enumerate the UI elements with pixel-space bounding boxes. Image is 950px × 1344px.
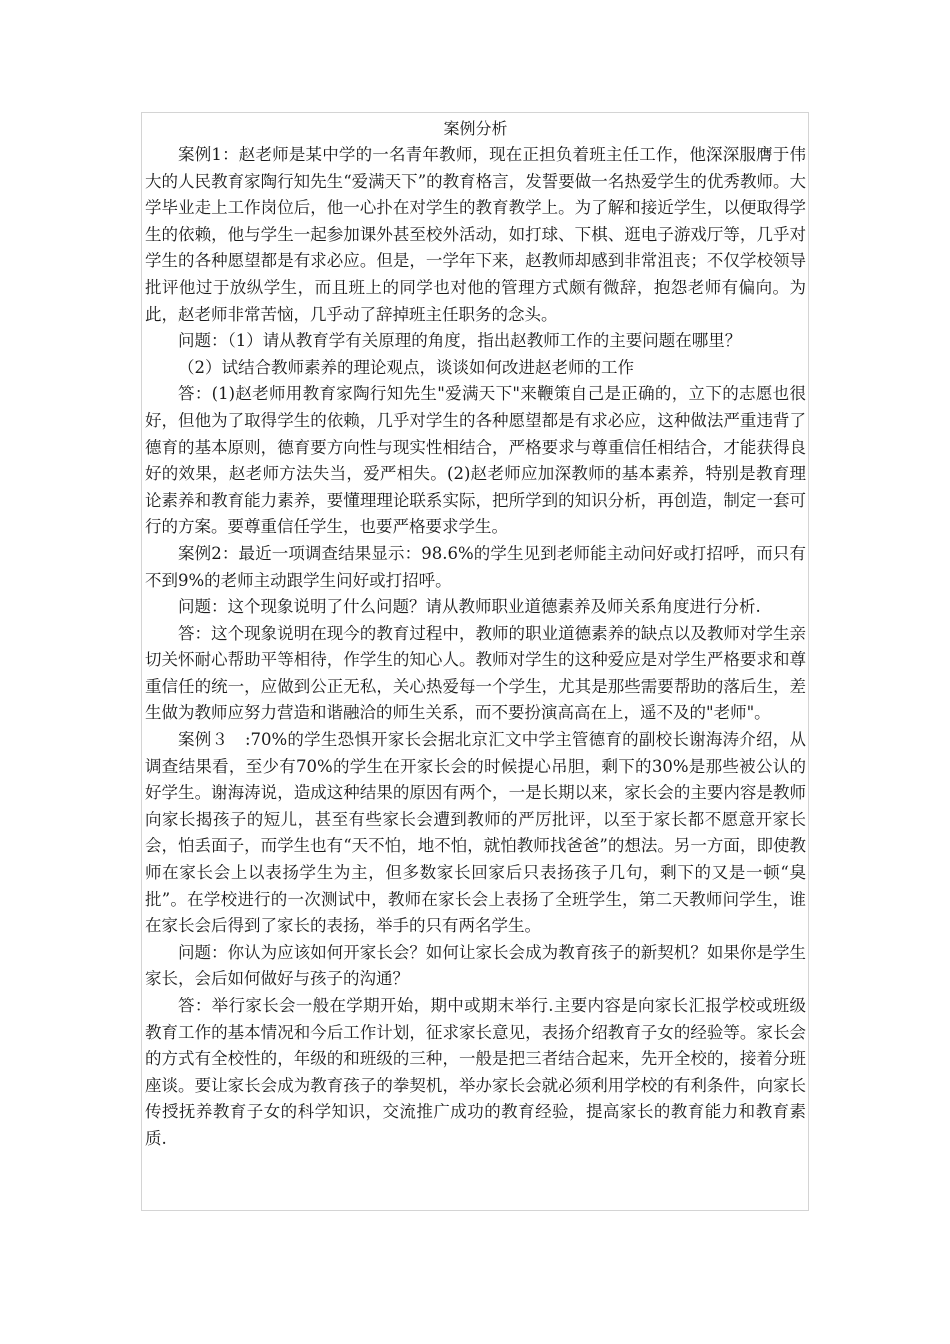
case1-answer: 答：(1)赵老师用教育家陶行知先生"爱满天下"来鞭策自己是正确的，立下的志愿也很好，但他为了取得学生的依赖，几乎对学生的各种愿望都是有求必应，这种做法严重违背了德育的基本原则，德育要方向性与现实性相结合，严格要求与尊重信任相结合，才能获得良好的效果，赵老师方法失当，爱严相失。(2)赵老师应加深教师的基本素养，特别是教育理论素养和教育能力素养，要懂理理论联系实际，把所学到的知识分析，再创造，制定一套可行的方案。要尊重信任学生，也要严格要求学生。 [145, 384, 806, 537]
case1-paragraph: 案例1：赵老师是某中学的一名青年教师，现在正担负着班主任工作，他深深服膺于伟大的人民教育家陶行知先生“爱满天下”的教育格言，发誓要做一名热爱学生的优秀教师。大学毕业走上工作岗位后，他一心扑在对学生的教育教学上。为了解和接近学生，以便取得学生的依赖，他与学生一起参加课外甚至校外活动，如打球、下棋、逛电子游戏厅等，几乎对学生的各种愿望都是有求必应。但是，一学年下来，赵教师却感到非常沮丧；不仅学校领导批评他过于放纵学生，而且班上的同学也对他的管理方式颇有微辞，抱怨老师有偏向。为此，赵老师非常苦恼，几乎动了辞掉班主任职务的念头。 [145, 145, 806, 324]
case3-question: 问题：你认为应该如何开家长会？如何让家长会成为教育孩子的新契机？如果你是学生家长，会后如何做好与孩子的沟通？ [145, 942, 806, 989]
case2-answer: 答：这个现象说明在现今的教育过程中，教师的职业道德素养的缺点以及教师对学生亲切关怀耐心帮助平等相待，作学生的知心人。教师对学生的这种爱应是对学生严格要求和尊重信任的统一，应做到公正无私，关心热爱每一个学生，尤其是那些需要帮助的落后生，差生做为教师应努力营造和谐融洽的师生关系，而不要扮演高高在上，遥不及的"老师"。 [145, 623, 806, 723]
case3-answer: 答：举行家长会一般在学期开始，期中或期末举行.主要内容是向家长汇报学校或班级教育工作的基本情况和今后工作计划，征求家长意见，表扬介绍教育子女的经验等。家长会的方式有全校性的，年级的和班级的三种，一般是把三者结合起来，先开全校的，接着分班座谈。要让家长会成为教育孩子的拳契机，举办家长会就必须利用学校的有利条件，向家长传授抚养教育子女的科学知识，交流推广成功的教育经验，提高家长的教育能力和教育素质. [145, 996, 806, 1148]
case2-paragraph: 案例2：最近一项调查结果显示：98.6%的学生见到老师能主动问好或打招呼，而只有不到9%的老师主动跟学生问好或打招呼。 [145, 543, 806, 590]
case3-paragraph: 案例３ :70%的学生恐惧开家长会据北京汇文中学主管德育的副校长谢海涛介绍，从调查结果看，至少有70%的学生在开家长会的时候提心吊胆，剩下的30%是那些被公认的好学生。谢海涛说，造成这种结果的原因有两个，一是长期以来，家长会的主要内容是教师向家长揭孩子的短儿，甚至有些家长会遭到教师的严厉批评，以至于家长都不愿意开家长会，怕丢面子，而学生也有“天不怕，地不怕，就怕教师找爸爸”的想法。另一方面，即使教师在家长会上以表扬学生为主，但多数家长回家后只表扬孩子几句，剩下的又是一顿“臭批”。在学校进行的一次测试中，教师在家长会上表扬了全班学生，第二天教师问学生，谁在家长会后得到了家长的表扬，举手的只有两名学生。 [145, 730, 806, 936]
case1-question-2: （2）试结合教师素养的理论观点，谈谈如何改进赵老师的工作 [178, 357, 634, 377]
document-page [141, 112, 809, 1211]
case1-question-1: 问题：（1）请从教育学有关原理的角度，指出赵教师工作的主要问题在哪里？ [178, 331, 742, 351]
case2-question: 问题：这个现象说明了什么问题？请从教师职业道德素养及师关系角度进行分析. [178, 597, 761, 617]
document-title: 案例分析 [443, 119, 508, 138]
